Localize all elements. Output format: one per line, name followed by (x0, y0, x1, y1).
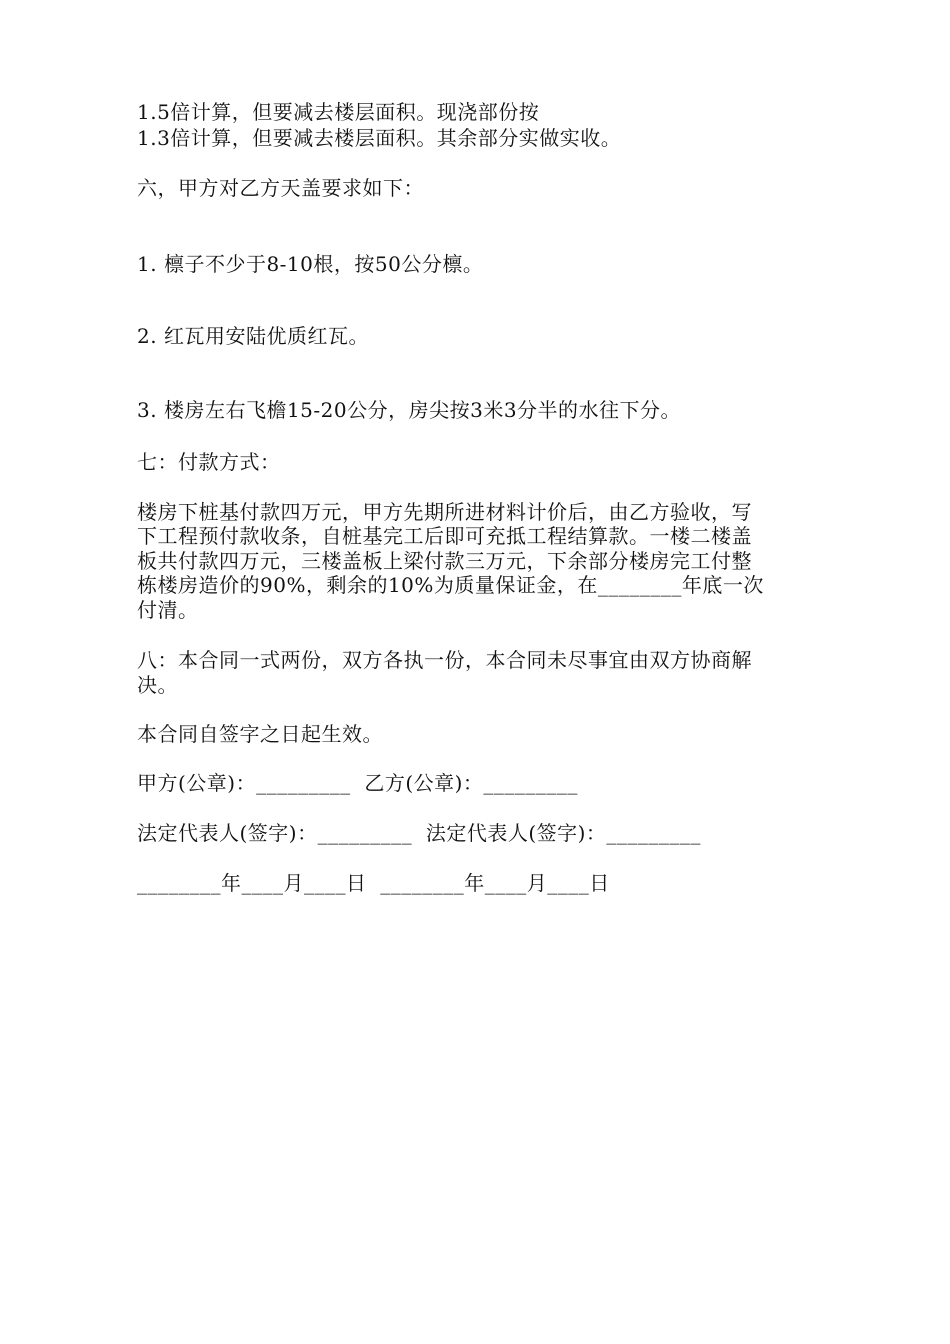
section-7-para-line-2: 下工程预付款收条，自桩基完工后即可充抵工程结算款。一楼二楼盖 (137, 524, 752, 548)
effective-clause: 本合同自签字之日起生效。 (137, 722, 383, 746)
section-7-heading: 七：付款方式： (137, 450, 281, 474)
section-6-heading: 六，甲方对乙方天盖要求如下： (137, 176, 424, 200)
text-line-calc-2: 1.3倍计算，但要减去楼层面积。其余部分实做实收。 (137, 126, 622, 150)
section-6-item-2: 2. 红瓦用安陆优质红瓦。 (137, 324, 369, 348)
section-7-para-line-3: 板共付款四万元，三楼盖板上梁付款三万元，下余部分楼房完工付整 (137, 549, 752, 573)
section-8-para-line-2: 决。 (137, 673, 178, 697)
signature-dates-line: ________年____月____日 ________年____月____日 (137, 871, 610, 895)
section-7-para-line-5: 付清。 (137, 598, 199, 622)
section-6-item-3: 3. 楼房左右飞檐15-20公分，房尖按3米3分半的水往下分。 (137, 398, 682, 422)
section-7-para-line-1: 楼房下桩基付款四万元，甲方先期所进材料计价后，由乙方验收，写 (137, 500, 752, 524)
signature-representatives-line: 法定代表人(签字)：_________ 法定代表人(签字)：_________ (137, 821, 701, 845)
section-6-item-1: 1. 檩子不少于8-10根，按50公分檩。 (137, 252, 484, 276)
text-line-calc-1: 1.5倍计算，但要减去楼层面积。现浇部份按 (137, 100, 540, 124)
signature-parties-line: 甲方(公章)：_________ 乙方(公章)：_________ (137, 771, 578, 795)
section-8-para-line-1: 八：本合同一式两份，双方各执一份，本合同未尽事宜由双方协商解 (137, 648, 752, 672)
section-7-para-line-4: 栋楼房造价的90%，剩余的10%为质量保证金，在________年底一次 (137, 573, 764, 597)
